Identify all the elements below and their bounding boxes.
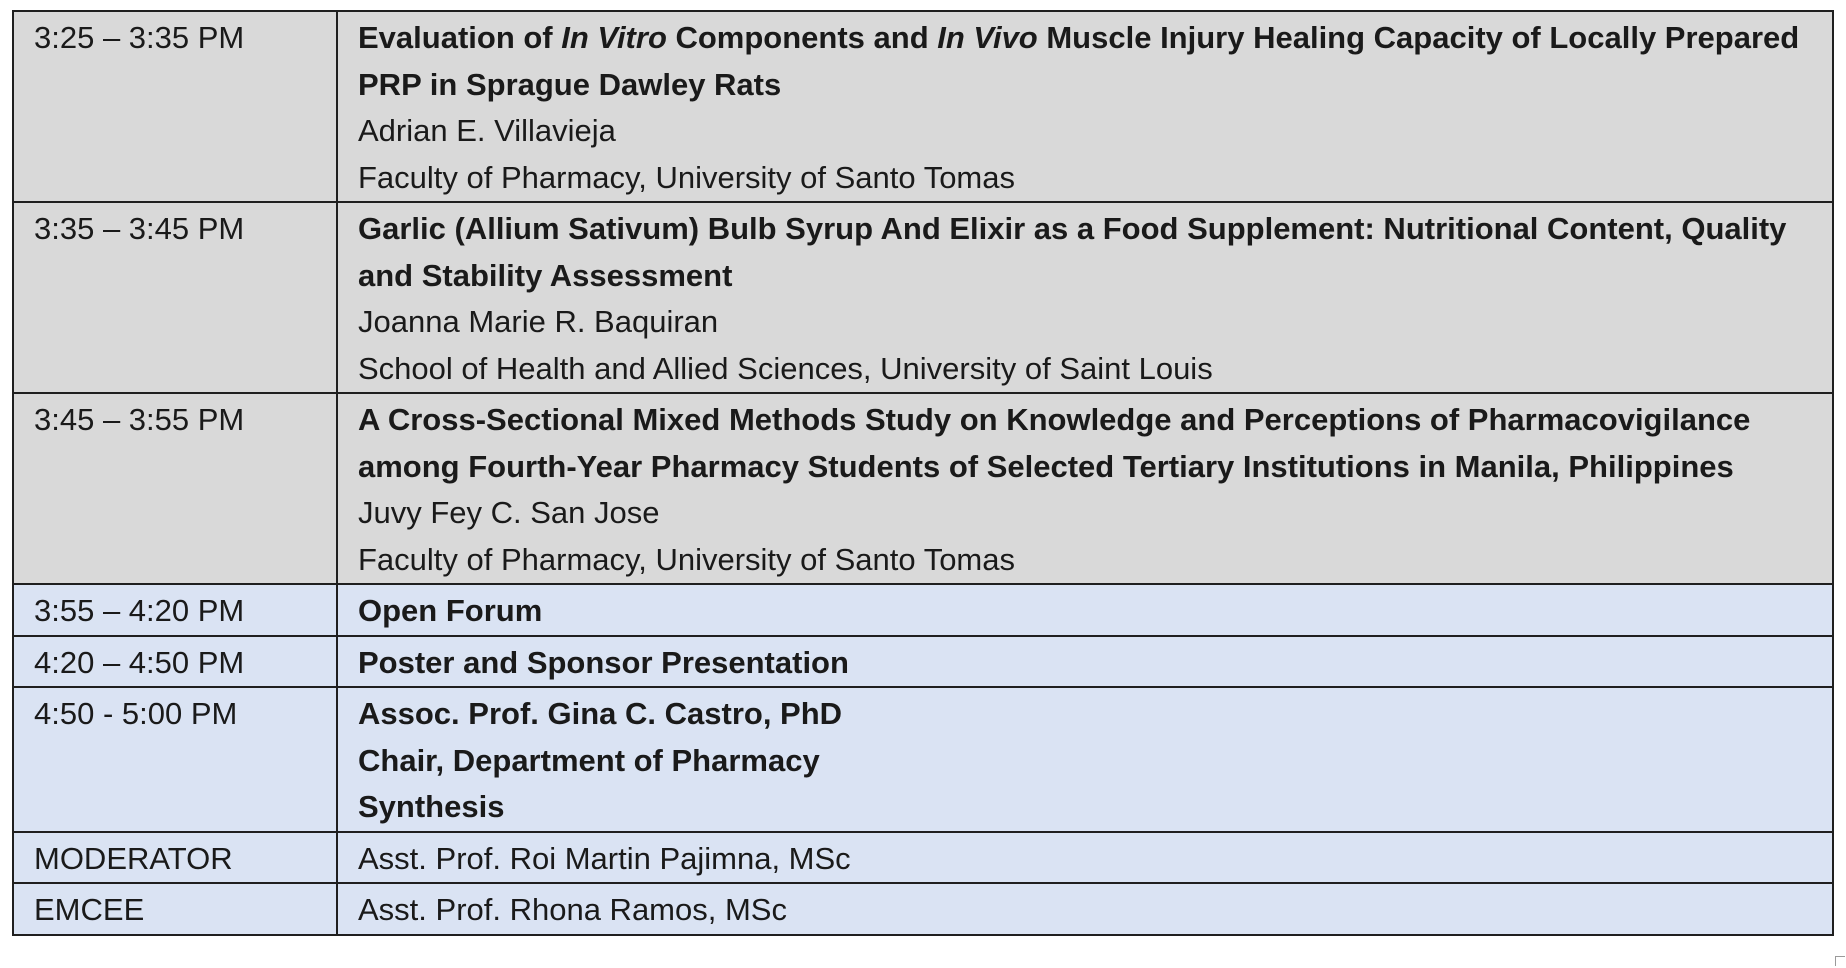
table-row <box>13 832 1833 884</box>
time-cell: 3:55 – 4:20 PM <box>13 584 337 636</box>
talk-cell <box>337 11 1833 202</box>
time-cell: 4:20 – 4:50 PM <box>13 636 337 688</box>
synthesis-cell <box>337 687 1833 832</box>
table-row <box>13 883 1833 935</box>
session-cell <box>337 584 1833 636</box>
presenter-affiliation: School of Health and Allied Sciences, University of Saint Louis <box>358 350 1213 386</box>
presenter-affiliation: Faculty of Pharmacy, University of Santo Tomas <box>358 541 1015 577</box>
table-row <box>13 393 1833 584</box>
speaker-name: Assoc. Prof. Gina C. Castro, PhD <box>358 696 843 731</box>
table-row <box>13 202 1833 393</box>
presenter-name: Joanna Marie R. Baquiran <box>358 304 719 339</box>
table-row <box>13 636 1833 688</box>
talk-cell <box>337 202 1833 393</box>
presenter-affiliation: Faculty of Pharmacy, University of Santo Tomas <box>358 159 1015 195</box>
talk-cell <box>337 393 1833 584</box>
role-cell: MODERATOR <box>13 832 337 884</box>
time-cell: 3:35 – 3:45 PM <box>13 202 337 393</box>
talk-title: A Cross-Sectional Mixed Methods Study on Knowledge and Perceptions of Pharmacovigilance among Fourth-Year Pharmacy Students of Selected Tertiary Institutions in Manila, Philippines <box>358 402 1751 484</box>
presenter-name: Juvy Fey C. San Jose <box>358 495 660 530</box>
role-cell: EMCEE <box>13 883 337 935</box>
table-corner-mark <box>1835 956 1845 966</box>
talk-title: Evaluation of In Vitro Components and In Vivo Muscle Injury Healing Capacity of Locally Prepared PRP in Sprague Dawley Rats <box>358 20 1800 102</box>
moderator-name: Asst. Prof. Roi Martin Pajimna, MSc <box>337 832 1833 884</box>
time-cell: 4:50 - 5:00 PM <box>13 687 337 832</box>
table-row <box>13 11 1833 202</box>
session-cell <box>337 636 1833 688</box>
session-title: Poster and Sponsor Presentation <box>358 644 849 680</box>
speaker-position: Chair, Department of Pharmacy <box>358 742 820 778</box>
time-cell: 3:25 – 3:35 PM <box>13 11 337 202</box>
emcee-name: Asst. Prof. Rhona Ramos, MSc <box>337 883 1833 935</box>
program-schedule <box>12 10 1834 936</box>
talk-title: Garlic (Allium Sativum) Bulb Syrup And Elixir as a Food Supplement: Nutritional Content, Quality and Stability Assessment <box>358 211 1787 293</box>
table-row <box>13 584 1833 636</box>
time-cell: 3:45 – 3:55 PM <box>13 393 337 584</box>
table-row <box>13 687 1833 832</box>
session-title: Open Forum <box>358 593 543 628</box>
presenter-name: Adrian E. Villavieja <box>358 113 616 148</box>
session-title: Synthesis <box>358 789 505 824</box>
schedule-table <box>12 10 1834 936</box>
